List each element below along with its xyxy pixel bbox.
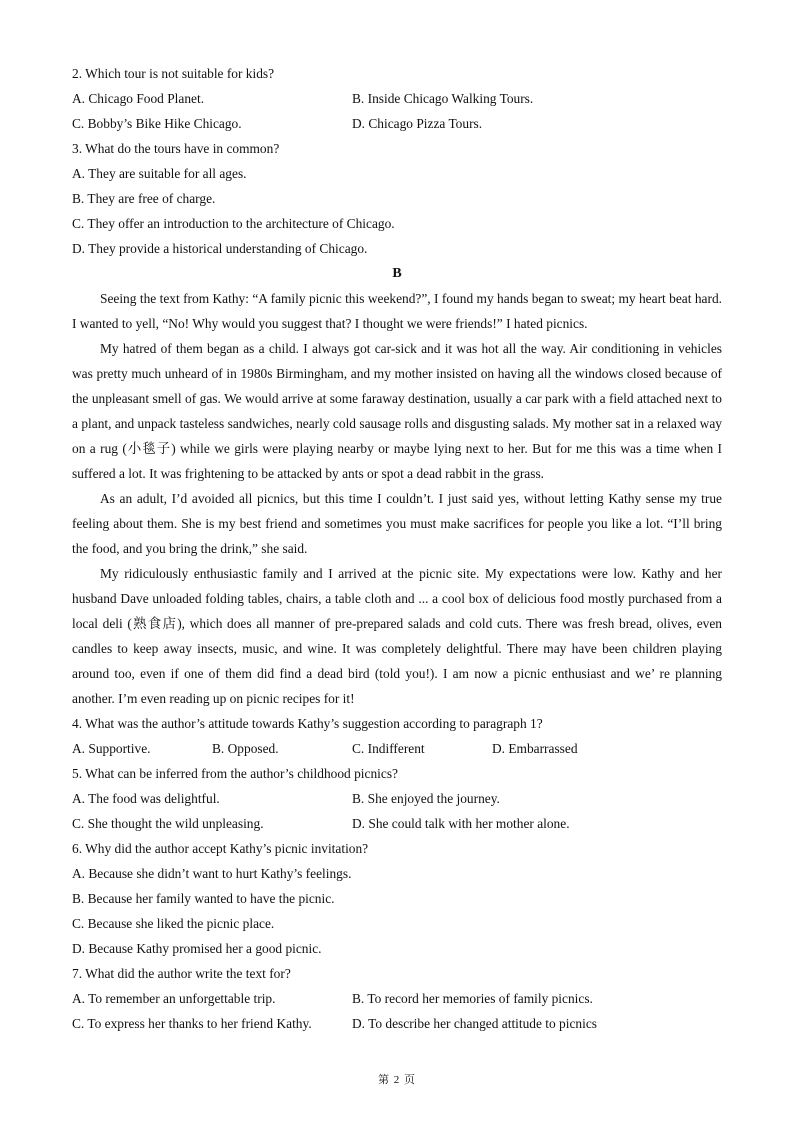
passage-paragraph-3: As an adult, I’d avoided all picnics, but this time I couldn’t. I just said yes, without letting Kathy sense my true feeling about them. She is my best friend and sometimes you must make sacrifices for people you like a lot. “I’ll bring the food, and you bring the drink,” she said. [72, 491, 722, 556]
passage-paragraph-1: Seeing the text from Kathy: “A family picnic this weekend?”, I found my hands began to sweat; my heart beat hard. I wanted to yell, “No! Why would you suggest that? I thought we were friends!” I hated picnics. [72, 291, 722, 331]
question-6-option-a: A. Because she didn’t want to hurt Kathy’s feelings. [72, 866, 352, 881]
question-2-option-b: B. Inside Chicago Walking Tours. [352, 91, 534, 106]
question-3-option-d: D. They provide a historical understanding of Chicago. [72, 241, 368, 256]
question-5-option-a: A. The food was delightful. [72, 791, 220, 806]
question-7-option-c: C. To express her thanks to her friend Kathy. [72, 1016, 312, 1031]
question-5-options-row-2 [72, 811, 722, 836]
question-2-option-a: A. Chicago Food Planet. [72, 91, 205, 106]
question-4-option-a: A. Supportive. [72, 741, 151, 756]
question-2-options-row-2 [72, 111, 722, 136]
question-4-options-row [72, 736, 722, 761]
question-4-option-b: B. Opposed. [212, 741, 279, 756]
section-title: B [392, 266, 402, 281]
question-5-option-d: D. She could talk with her mother alone. [352, 816, 570, 831]
question-3-option-c: C. They offer an introduction to the architecture of Chicago. [72, 216, 395, 231]
question-2-option-d: D. Chicago Pizza Tours. [352, 116, 483, 131]
question-6-stem: 6. Why did the author accept Kathy’s picnic invitation? [72, 841, 369, 856]
passage-paragraph-2: My hatred of them began as a child. I always got car-sick and it was hot all the way. Air conditioning in vehicles was pretty much unheard of in 1980s Birmingham, and my mother insisted on having all the windows closed because of the unpleasant smell of gas. We would arrive at some faraway destination, usually a car park with a field attached next to a plant, and unpack tasteless sandwiches, nearly cold sausage rolls and disgusting salads. My mother sat in a relaxed way on a rug (小毯子) while we girls were playing nearby or maybe lying next to her. But for me this was a time when I suffered a lot. It was frightening to be attacked by ants or spot a dead rabbit in the grass. [72, 341, 722, 481]
question-6-option-b: B. Because her family wanted to have the picnic. [72, 891, 335, 906]
question-5-options-row-1 [72, 786, 722, 811]
question-7-stem: 7. What did the author write the text for? [72, 966, 291, 981]
question-5-option-b: B. She enjoyed the journey. [352, 791, 500, 806]
question-2-options-row-1 [72, 86, 722, 111]
question-6-option-c: C. Because she liked the picnic place. [72, 916, 275, 931]
page-content [72, 61, 722, 1036]
passage-paragraph-4: My ridiculously enthusiastic family and I arrived at the picnic site. My expectations were low. Kathy and her husband Dave unloaded folding tables, chairs, a table cloth and ... a cool box of delicious food mostly purchased from a local deli (熟食店), which does all manner of pre-prepared salads and cold cuts. There was fresh bread, olives, even candles to keep away insects, music, and wine. It was completely delightful. There may have been children playing around too, even if one of them did find a dead bird (told you!). I am now a picnic enthusiast and we’ re planning another. I’m even reading up on picnic recipes for it! [72, 566, 722, 706]
question-2-option-c: C. Bobby’s Bike Hike Chicago. [72, 116, 242, 131]
question-5-option-c: C. She thought the wild unpleasing. [72, 816, 264, 831]
question-7-options-row-1 [72, 986, 722, 1011]
question-7-option-d: D. To describe her changed attitude to picnics [352, 1016, 597, 1031]
question-2-stem: 2. Which tour is not suitable for kids? [72, 66, 275, 81]
question-4-option-d: D. Embarrassed [492, 741, 578, 756]
question-6-option-d: D. Because Kathy promised her a good picnic. [72, 941, 322, 956]
question-3-option-a: A. They are suitable for all ages. [72, 166, 247, 181]
question-7-option-b: B. To record her memories of family picnics. [352, 991, 593, 1006]
question-3-option-b: B. They are free of charge. [72, 191, 216, 206]
question-5-stem: 5. What can be inferred from the author’s childhood picnics? [72, 766, 398, 781]
question-7-option-a: A. To remember an unforgettable trip. [72, 991, 276, 1006]
question-3-stem: 3. What do the tours have in common? [72, 141, 280, 156]
question-4-stem: 4. What was the author’s attitude towards Kathy’s suggestion according to paragraph 1? [72, 716, 543, 731]
question-4-option-c: C. Indifferent [352, 741, 425, 756]
question-7-options-row-2 [72, 1011, 722, 1036]
page-number: 第 2 页 [378, 1074, 416, 1086]
